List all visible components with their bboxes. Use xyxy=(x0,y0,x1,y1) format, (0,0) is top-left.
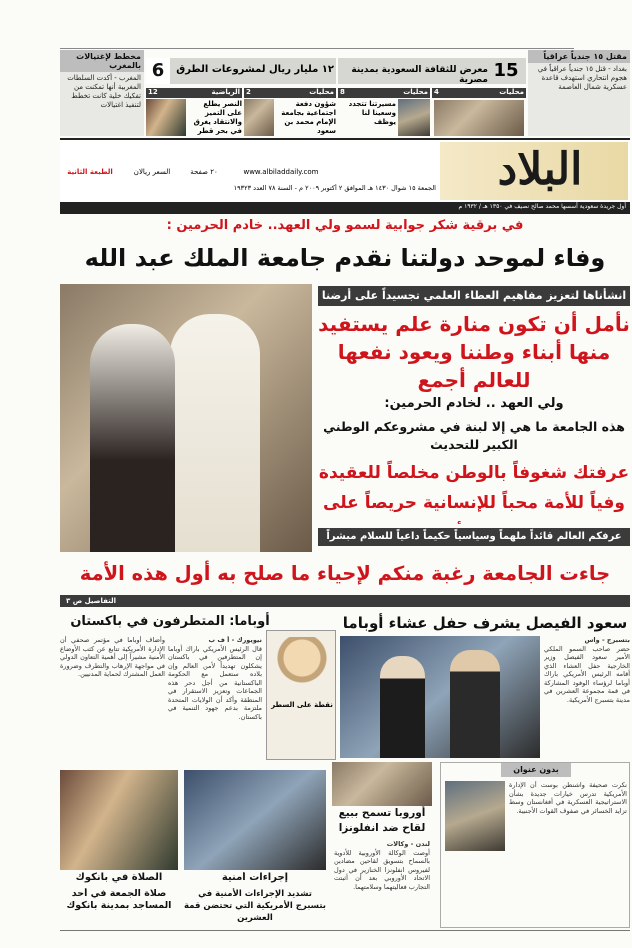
sub-bar-line: عرفكم العالم قائداً ملهماً وسياسياً حكيماً داعياً للسلام مبشراً xyxy=(318,528,630,546)
details-bar xyxy=(60,595,630,607)
mosque-photo xyxy=(60,770,178,870)
teaser-culture-title: معرض للثقافة السعودية بمدينة مصرية xyxy=(351,65,488,84)
untitled-title: بدون عنوان xyxy=(501,763,571,777)
teaser-right-title: مقتل ١٥ جندياً عراقياً xyxy=(528,50,630,63)
security-photo xyxy=(184,770,326,870)
local-3-photo xyxy=(434,100,524,136)
divider xyxy=(60,48,574,49)
sports-team-photo xyxy=(146,99,186,136)
teaser-local-2-label: محليات xyxy=(403,88,428,96)
bottom-divider xyxy=(60,930,630,931)
figure-right xyxy=(170,314,260,552)
teaser-local-3-number: 4 xyxy=(434,88,439,96)
teaser-left-text: المغرب - أكدت السلطات المغربية أنها تمكنت من تفكيك خلية كانت تخطط لتنفيذ اغتيالات xyxy=(67,74,141,109)
details-link[interactable]: التفاصيل ص ٣ xyxy=(66,597,116,605)
swine-flu-text-col xyxy=(334,840,430,928)
teaser-roads[interactable] xyxy=(146,58,336,84)
teaser-right[interactable] xyxy=(528,50,630,136)
sub-headline-bar: انشأناها لتعزيز مفاهيم العطاء العلمي تجسيداً على أرضنا xyxy=(318,286,630,306)
teaser-sports-number: 12 xyxy=(148,88,158,96)
security-headline[interactable]: إجراءات أمنية xyxy=(221,872,289,883)
teaser-left[interactable] xyxy=(60,50,144,136)
teaser-local-2[interactable] xyxy=(338,88,430,136)
masthead xyxy=(60,138,630,214)
teaser-culture-number: 15 xyxy=(493,60,519,81)
teaser-local-1-label-bar xyxy=(244,88,336,98)
bangkok-headline[interactable]: الصلاة في بانكوك xyxy=(75,872,163,883)
local-1-photo xyxy=(244,99,274,136)
pages-label: ٢٠ صفحة xyxy=(190,168,218,176)
swine-flu-dateline: لندن - وكالات xyxy=(386,840,430,848)
saud-obama-photo xyxy=(340,636,540,758)
obama-text-2: وأضاف أوباما في مؤتمر صحفي أن الإدارة الأمريكية تتابع عن كثب الأوضاع الأمنية مشيراً إلى أهمية التعاون الدولي في مواجهة الإرهاب والتطرف وضرورة العمل المشترك لحماية المدنيين. xyxy=(60,636,165,678)
main-headline[interactable]: وفاء لموحد دولتنا نقدم جامعة الملك عبد الله xyxy=(84,244,606,272)
red-headline-2: عرفتك شغوفاً بالوطن مخلصاً للعقيدة وفياً للأمة محباً للإنسانية حريصاً على xyxy=(318,463,630,513)
figure-obama xyxy=(380,656,425,758)
local-2-photo xyxy=(398,99,430,136)
bangkok-sub: صلاة الجمعة في أحد المساجد بمدينة بانكوك xyxy=(66,888,172,911)
teaser-sports-title: النصر يطلع على التميز والانتقاد يغرق في بحر قطر xyxy=(193,100,242,135)
swine-flu-text: أوصت الوكالة الأوروبية للأدوية بالسماح بتسويق لقاحين مضادين لفيروس انفلونزا الخنازير في دول الاتحاد الأوروبي بعد أن أثبتت التجارب فعاليتهما وسلامتهما. xyxy=(334,848,430,891)
figure-left xyxy=(90,324,175,552)
website-link[interactable]: www.albiladdaily.com xyxy=(243,168,319,176)
main-kicker: في برقية شكر جوابية لسمو ولي العهد.. خادم الحرمين : xyxy=(166,218,524,233)
teaser-local-2-label-bar xyxy=(338,88,430,98)
saud-dateline: بتسبرج - واس xyxy=(584,636,630,644)
teaser-culture[interactable] xyxy=(338,58,526,84)
masthead-tagline: أول جريدة سعودية أسسها محمد صالح نصيف في ١٣٥٠ هـ / ١٩٣٢ م xyxy=(60,202,630,212)
edition-label: الطبعة الثانية xyxy=(67,168,113,176)
cartoon-caption: نقطة على السطر xyxy=(271,701,333,709)
teaser-local-1-number: 2 xyxy=(246,88,251,96)
masthead-logo: البلاد xyxy=(497,144,583,195)
cartoon-box xyxy=(266,630,336,760)
obama-headline[interactable]: أوباما: المتطرفون في باكستان xyxy=(70,614,270,629)
columnist-photo xyxy=(445,781,505,851)
swine-flu-headline[interactable]: أوروبا تسمح ببيع لقاح ضد انفلونزا xyxy=(338,807,426,834)
teaser-left-title: مخطط لإغتيالات بالمغرب xyxy=(60,50,144,72)
untitled-column xyxy=(440,762,630,928)
leaders-photo xyxy=(60,284,312,552)
teaser-roads-number: 6 xyxy=(146,58,170,84)
figure-saud xyxy=(450,650,500,758)
saud-text: حضر صاحب السمو الملكي الأمير سعود الفيصل وزير الخارجية حفل العشاء الذي أقامه الرئيس الأمريكي باراك أوباما لرؤساء الوفود المشاركة في قمة مجموعة العشرين في مدينة بتسبرج الأمريكية. xyxy=(544,644,630,704)
obama-dateline: نيويورك - أ ف ب xyxy=(208,636,262,644)
vaccine-photo xyxy=(332,762,432,806)
teaser-sports-label: الرياضية xyxy=(211,88,240,96)
security-sub: تشديد الإجراءات الأمنية في بتسبرج الأمريكية التي تحتضن قمة العشرين xyxy=(184,889,326,923)
teaser-local-2-title: مسيرتنا تتجدد وسعينا لنا يوظف xyxy=(348,100,396,126)
teaser-local-1[interactable] xyxy=(244,88,336,136)
cartoon-figure xyxy=(275,637,329,697)
obama-text-1: قال الرئيس الأمريكي باراك أوباما إن المتطرفين في باكستان يشكلون تهديداً لأمن العالم وإن بلاده ستعمل مع الحكومة الباكستانية من أجل دحر هذه الجماعات وتعزيز الاستقرار في المنطقة وأكد أن الولايات المتحدة ملتزمة بدعم جهود التنمية في باكستان. xyxy=(168,644,262,721)
price-label: السعر ريالان xyxy=(133,168,171,176)
teaser-local-3-label-bar xyxy=(432,88,526,98)
teaser-local-1-title: شؤون دفعة اجتماعية بجامعة الإمام محمد بن سعود xyxy=(281,100,336,135)
teaser-local-3-label: محليات xyxy=(499,88,524,96)
crown-prince-kicker: ولي العهد .. لخادم الحرمين: xyxy=(384,396,564,411)
teaser-local-3[interactable] xyxy=(432,88,526,136)
teaser-local-2-number: 8 xyxy=(340,88,345,96)
obama-text-col-2 xyxy=(60,636,165,754)
date-line: الجمعة ١٥ شوال ١٤٣٠ هـ الموافق ٢ أكتوبر ٢٠٠٩ م - السنة ٧٨ العدد ١٩٣٢٣ xyxy=(233,184,436,192)
teaser-local-1-label: محليات xyxy=(309,88,334,96)
untitled-text: نكرت صحيفة واشنطن بوست أن الإدارة الأمريكية تدرس خيارات جديدة بشأن الاستراتيجية العسكرية في أفغانستان وسط تزايد الخسائر في صفوف القوات الأجنبية. xyxy=(509,781,627,815)
saud-text-col xyxy=(544,636,630,758)
saud-headline[interactable]: سعود الفيصل يشرف حفل عشاء أوباما xyxy=(342,614,628,632)
black-headline-1: هذه الجامعة ما هي إلا لبنة في مشروعكم الوطني الكبير للتحديث xyxy=(323,419,625,452)
bottom-main-headline[interactable]: جاءت الجامعة رغبة منكم لإحياء ما صلح به أول هذه الأمة xyxy=(79,562,611,585)
teaser-sports[interactable] xyxy=(146,88,242,136)
teaser-right-text: بغداد - قتل ١٥ جندياً عراقياً في هجوم انتحاري استهدف قاعدة عسكرية شمال العاصمة xyxy=(537,65,627,91)
teaser-sports-label-bar xyxy=(146,88,242,98)
red-headline-1: نأمل أن تكون منارة علم يستفيد منها أبناء وطننا ويعود نفعها للعالم أجمع xyxy=(318,312,630,392)
teaser-roads-title: ١٢ مليار ريال لمشروعات الطرق xyxy=(176,64,334,75)
obama-text-col-1 xyxy=(168,636,262,754)
